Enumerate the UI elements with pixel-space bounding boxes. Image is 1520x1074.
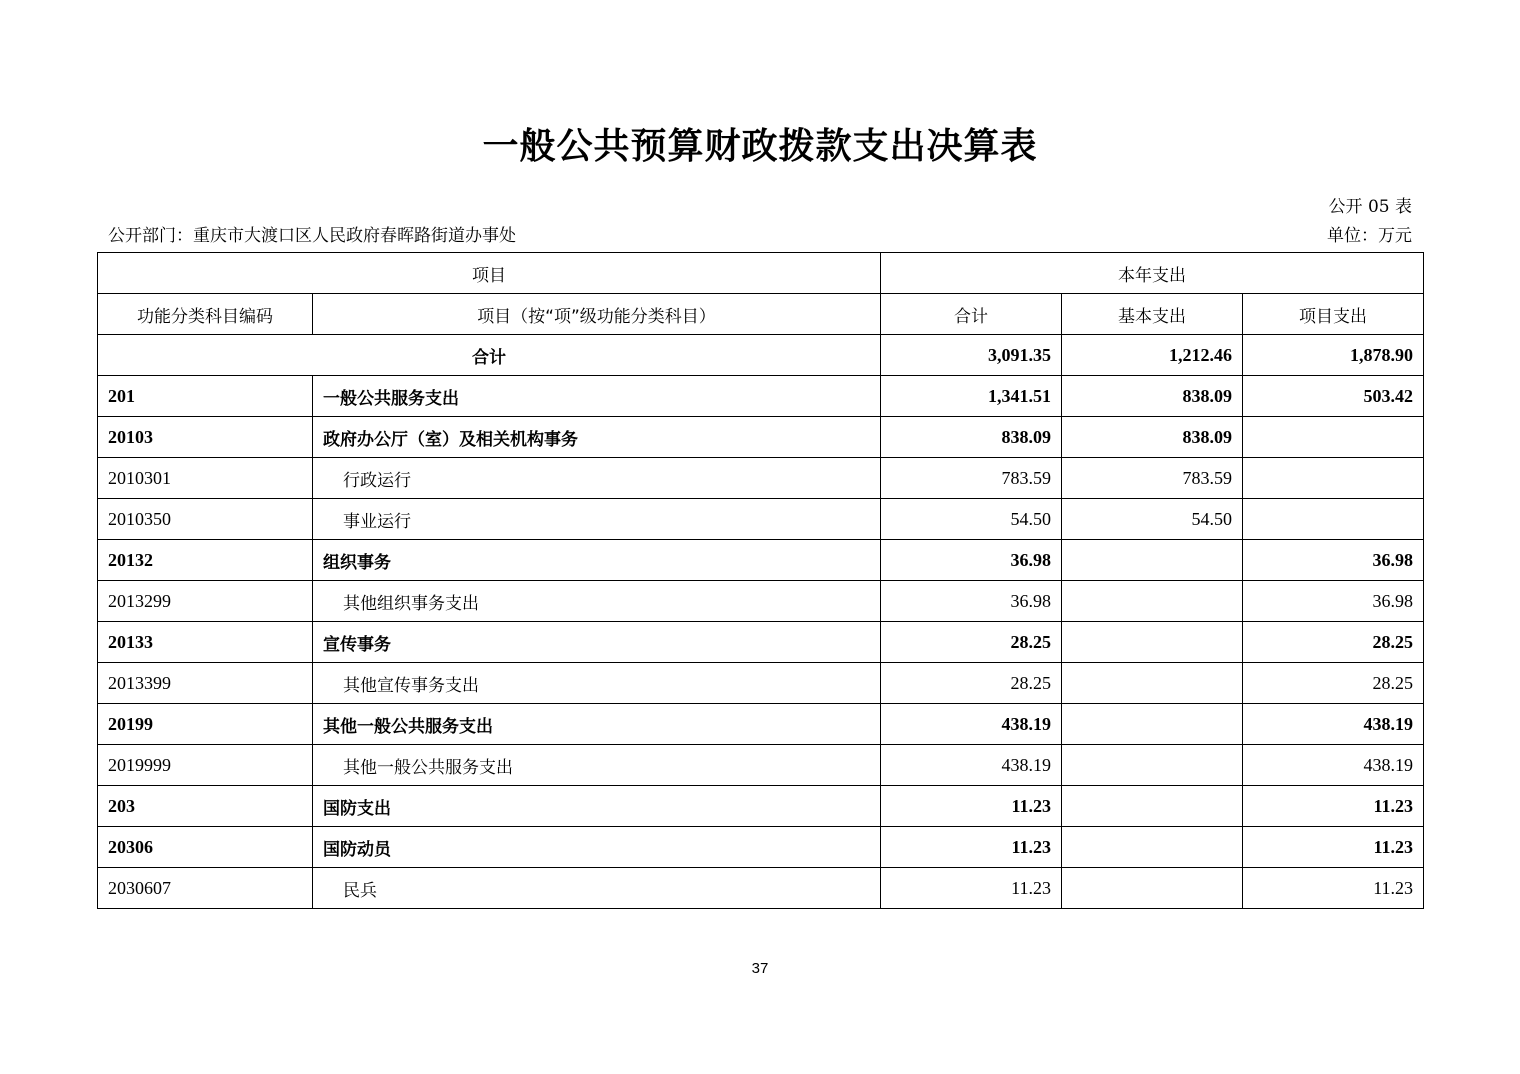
row-basic: 838.09 <box>1062 376 1243 417</box>
row-total: 11.23 <box>881 786 1062 827</box>
table-row <box>98 663 1424 704</box>
row-basic <box>1062 581 1243 622</box>
row-name: 国防动员 <box>313 827 881 868</box>
row-name: 政府办公厅（室）及相关机构事务 <box>313 417 881 458</box>
row-project: 28.25 <box>1243 622 1424 663</box>
row-code: 2010301 <box>98 458 313 499</box>
table-row <box>98 581 1424 622</box>
summary-basic: 1,212.46 <box>1062 335 1243 376</box>
summary-row <box>98 335 1424 376</box>
row-total: 11.23 <box>881 868 1062 909</box>
row-project: 36.98 <box>1243 581 1424 622</box>
row-code: 20306 <box>98 827 313 868</box>
table-row <box>98 499 1424 540</box>
table-row <box>98 704 1424 745</box>
summary-total: 3,091.35 <box>881 335 1062 376</box>
table-row <box>98 868 1424 909</box>
row-basic <box>1062 663 1243 704</box>
row-project: 503.42 <box>1243 376 1424 417</box>
row-total: 838.09 <box>881 417 1062 458</box>
row-code: 2019999 <box>98 745 313 786</box>
header-code: 功能分类科目编码 <box>98 294 313 335</box>
row-project: 11.23 <box>1243 868 1424 909</box>
page-title: 一般公共预算财政拨款支出决算表 <box>482 126 1038 167</box>
row-total: 1,341.51 <box>881 376 1062 417</box>
row-basic <box>1062 868 1243 909</box>
header-item: 项目（按“项”级功能分类科目） <box>313 294 881 335</box>
row-total: 54.50 <box>881 499 1062 540</box>
summary-project: 1,878.90 <box>1243 335 1424 376</box>
row-name: 其他宣传事务支出 <box>313 663 881 704</box>
row-total: 783.59 <box>881 458 1062 499</box>
row-total: 438.19 <box>881 745 1062 786</box>
row-basic <box>1062 622 1243 663</box>
row-total: 28.25 <box>881 663 1062 704</box>
row-basic: 783.59 <box>1062 458 1243 499</box>
row-code: 2013299 <box>98 581 313 622</box>
department-label: 公开部门：重庆市大渡口区人民政府春晖路街道办事处 <box>108 226 516 246</box>
row-code: 20103 <box>98 417 313 458</box>
summary-label: 合计 <box>98 335 881 376</box>
row-total: 28.25 <box>881 622 1062 663</box>
row-name: 其他一般公共服务支出 <box>313 704 881 745</box>
row-basic <box>1062 745 1243 786</box>
row-name: 行政运行 <box>313 458 881 499</box>
table-row <box>98 745 1424 786</box>
table-row <box>98 827 1424 868</box>
row-code: 2010350 <box>98 499 313 540</box>
row-project: 11.23 <box>1243 827 1424 868</box>
row-project <box>1243 499 1424 540</box>
row-project <box>1243 417 1424 458</box>
table-row <box>98 376 1424 417</box>
header-project: 项目 <box>98 253 881 294</box>
row-total: 438.19 <box>881 704 1062 745</box>
table-row <box>98 622 1424 663</box>
row-project: 36.98 <box>1243 540 1424 581</box>
row-project: 28.25 <box>1243 663 1424 704</box>
header-basic: 基本支出 <box>1062 294 1243 335</box>
row-code: 201 <box>98 376 313 417</box>
header-project-expense: 项目支出 <box>1243 294 1424 335</box>
row-name: 其他组织事务支出 <box>313 581 881 622</box>
row-total: 36.98 <box>881 581 1062 622</box>
row-name: 其他一般公共服务支出 <box>313 745 881 786</box>
table-row <box>98 786 1424 827</box>
row-name: 一般公共服务支出 <box>313 376 881 417</box>
table-row <box>98 458 1424 499</box>
row-code: 20199 <box>98 704 313 745</box>
row-basic <box>1062 704 1243 745</box>
form-number: 公开 05 表 <box>1328 197 1412 217</box>
expenditure-table <box>97 252 1424 909</box>
row-basic <box>1062 827 1243 868</box>
row-project <box>1243 458 1424 499</box>
row-project: 11.23 <box>1243 786 1424 827</box>
row-basic: 54.50 <box>1062 499 1243 540</box>
row-total: 11.23 <box>881 827 1062 868</box>
unit-label: 单位：万元 <box>1327 226 1412 246</box>
page-number: 37 <box>751 960 769 977</box>
row-name: 民兵 <box>313 868 881 909</box>
row-code: 2013399 <box>98 663 313 704</box>
row-basic: 838.09 <box>1062 417 1243 458</box>
row-basic <box>1062 786 1243 827</box>
header-current-year: 本年支出 <box>881 253 1424 294</box>
row-project: 438.19 <box>1243 704 1424 745</box>
row-project: 438.19 <box>1243 745 1424 786</box>
header-row-1 <box>98 253 1424 294</box>
row-code: 203 <box>98 786 313 827</box>
row-code: 20133 <box>98 622 313 663</box>
row-name: 宣传事务 <box>313 622 881 663</box>
row-name: 组织事务 <box>313 540 881 581</box>
row-name: 国防支出 <box>313 786 881 827</box>
row-code: 2030607 <box>98 868 313 909</box>
row-total: 36.98 <box>881 540 1062 581</box>
table-row <box>98 417 1424 458</box>
row-code: 20132 <box>98 540 313 581</box>
header-total: 合计 <box>881 294 1062 335</box>
table-row <box>98 540 1424 581</box>
row-basic <box>1062 540 1243 581</box>
header-row-2 <box>98 294 1424 335</box>
row-name: 事业运行 <box>313 499 881 540</box>
